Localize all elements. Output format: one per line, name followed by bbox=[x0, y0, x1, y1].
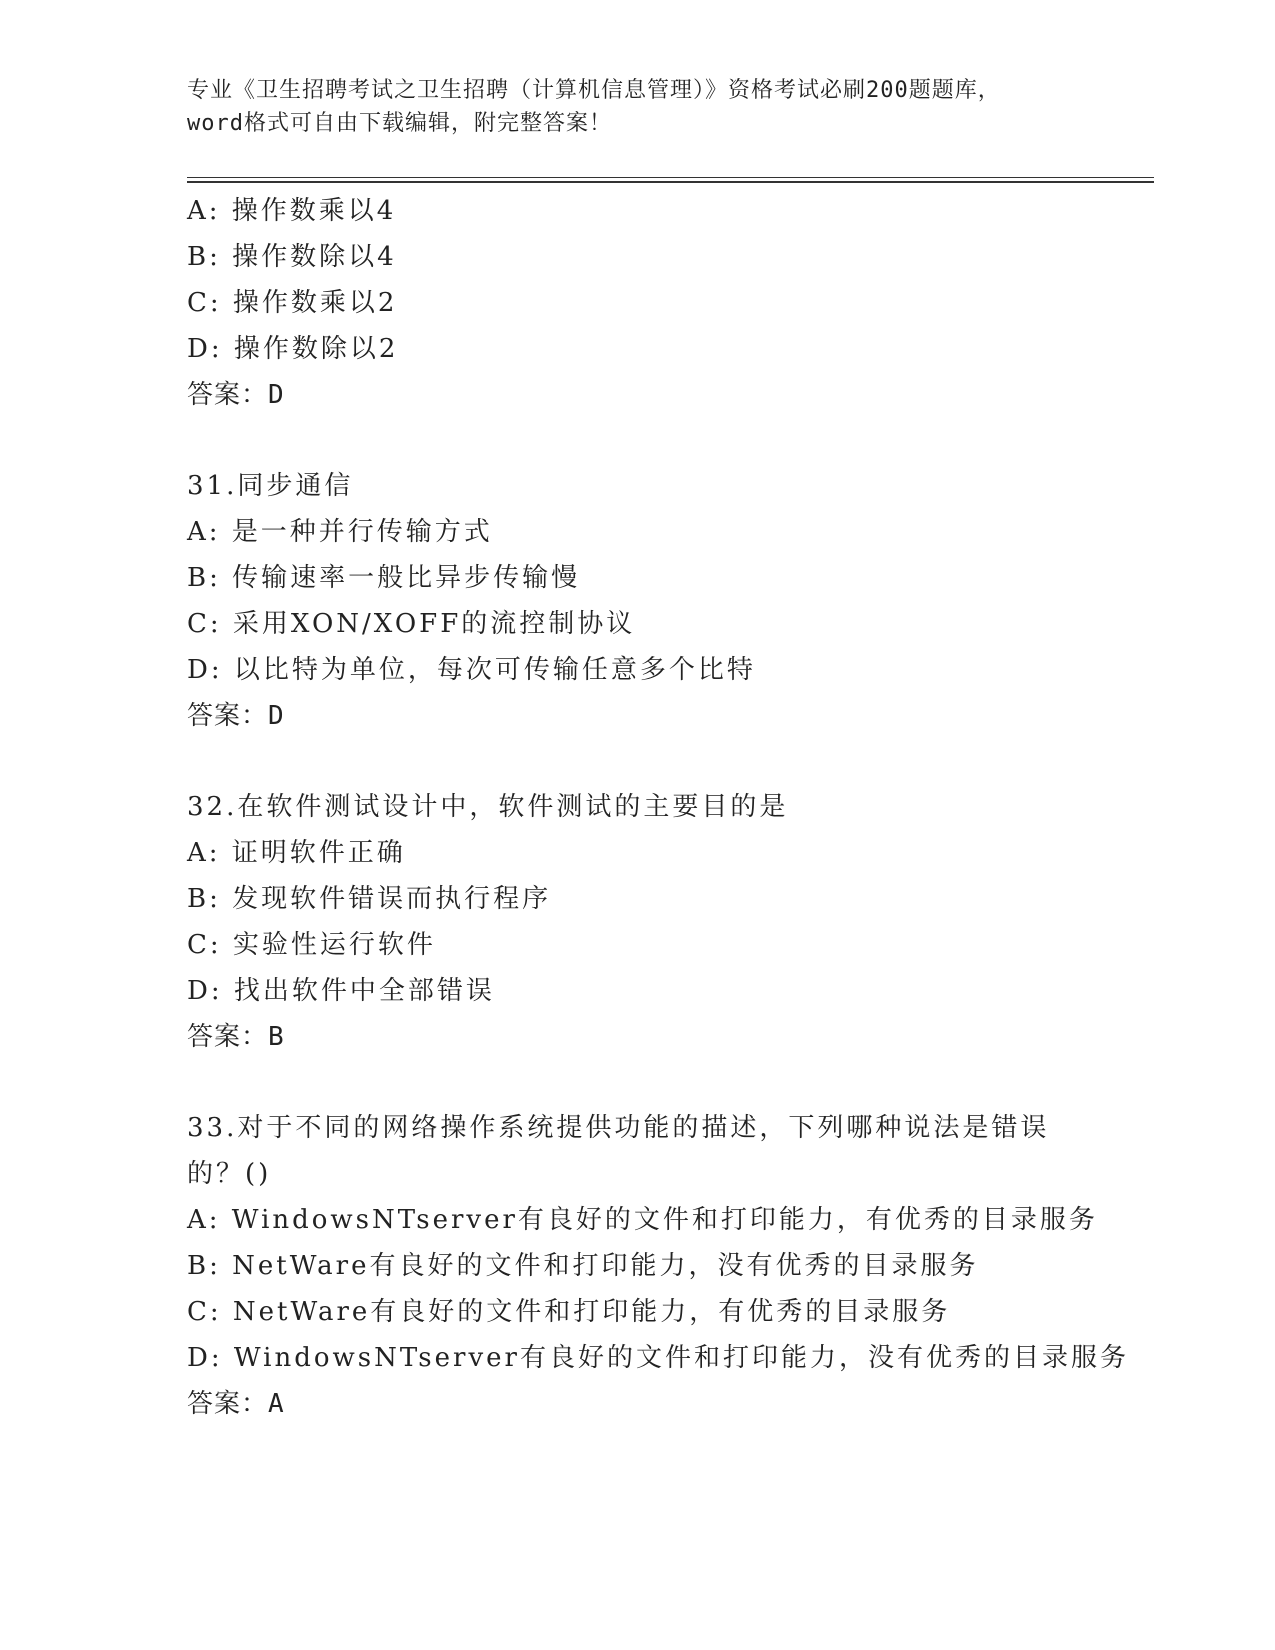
spacer bbox=[187, 418, 1087, 463]
option-c: C: 操作数乘以2 bbox=[187, 288, 398, 318]
option-d: D: 找出软件中全部错误 bbox=[187, 976, 495, 1006]
spacer bbox=[187, 1060, 1087, 1105]
header-line-1: 专业《卫生招聘考试之卫生招聘（计算机信息管理）》资格考试必刷200题题库， bbox=[187, 78, 1001, 103]
spacer bbox=[187, 739, 1087, 784]
question-32 bbox=[187, 784, 1087, 1060]
header-line-2: word格式可自由下载编辑，附完整答案！ bbox=[187, 111, 612, 136]
header-divider-thick bbox=[187, 181, 1154, 183]
option-c: C: 采用XON/XOFF的流控制协议 bbox=[187, 609, 636, 639]
option-a: A: 是一种并行传输方式 bbox=[187, 517, 493, 547]
question-title: 31.同步通信 bbox=[187, 471, 354, 501]
document-header bbox=[187, 74, 1087, 140]
answer-line: 答案：A bbox=[187, 1389, 285, 1419]
option-a: A: 操作数乘以4 bbox=[187, 196, 397, 226]
answer-line: 答案：B bbox=[187, 1022, 285, 1052]
question-31 bbox=[187, 463, 1087, 739]
option-a: A: WindowsNTserver有良好的文件和打印能力，有优秀的目录服务 bbox=[187, 1205, 1098, 1235]
question-title: 32.在软件测试设计中，软件测试的主要目的是 bbox=[187, 792, 789, 822]
option-d: D: 操作数除以2 bbox=[187, 334, 399, 364]
answer-line: 答案：D bbox=[187, 701, 285, 731]
option-d: D: WindowsNTserver有良好的文件和打印能力，没有优秀的目录服务 bbox=[187, 1343, 1129, 1373]
answer-line: 答案：D bbox=[187, 380, 285, 410]
question-content bbox=[187, 188, 1129, 1427]
question-33 bbox=[187, 1105, 1129, 1427]
option-b: B: 发现软件错误而执行程序 bbox=[187, 884, 552, 914]
option-d: D: 以比特为单位，每次可传输任意多个比特 bbox=[187, 655, 756, 685]
option-b: B: NetWare有良好的文件和打印能力，没有优秀的目录服务 bbox=[187, 1251, 979, 1281]
prev-question-block bbox=[187, 188, 1087, 418]
option-b: B: 传输速率一般比异步传输慢 bbox=[187, 563, 581, 593]
question-title: 33.对于不同的网络操作系统提供功能的描述，下列哪种说法是错误的？() bbox=[187, 1113, 1050, 1189]
option-b: B: 操作数除以4 bbox=[187, 242, 397, 272]
header-divider-thin bbox=[187, 177, 1154, 178]
option-a: A: 证明软件正确 bbox=[187, 838, 406, 868]
option-c: C: NetWare有良好的文件和打印能力，有优秀的目录服务 bbox=[187, 1297, 951, 1327]
option-c: C: 实验性运行软件 bbox=[187, 930, 436, 960]
